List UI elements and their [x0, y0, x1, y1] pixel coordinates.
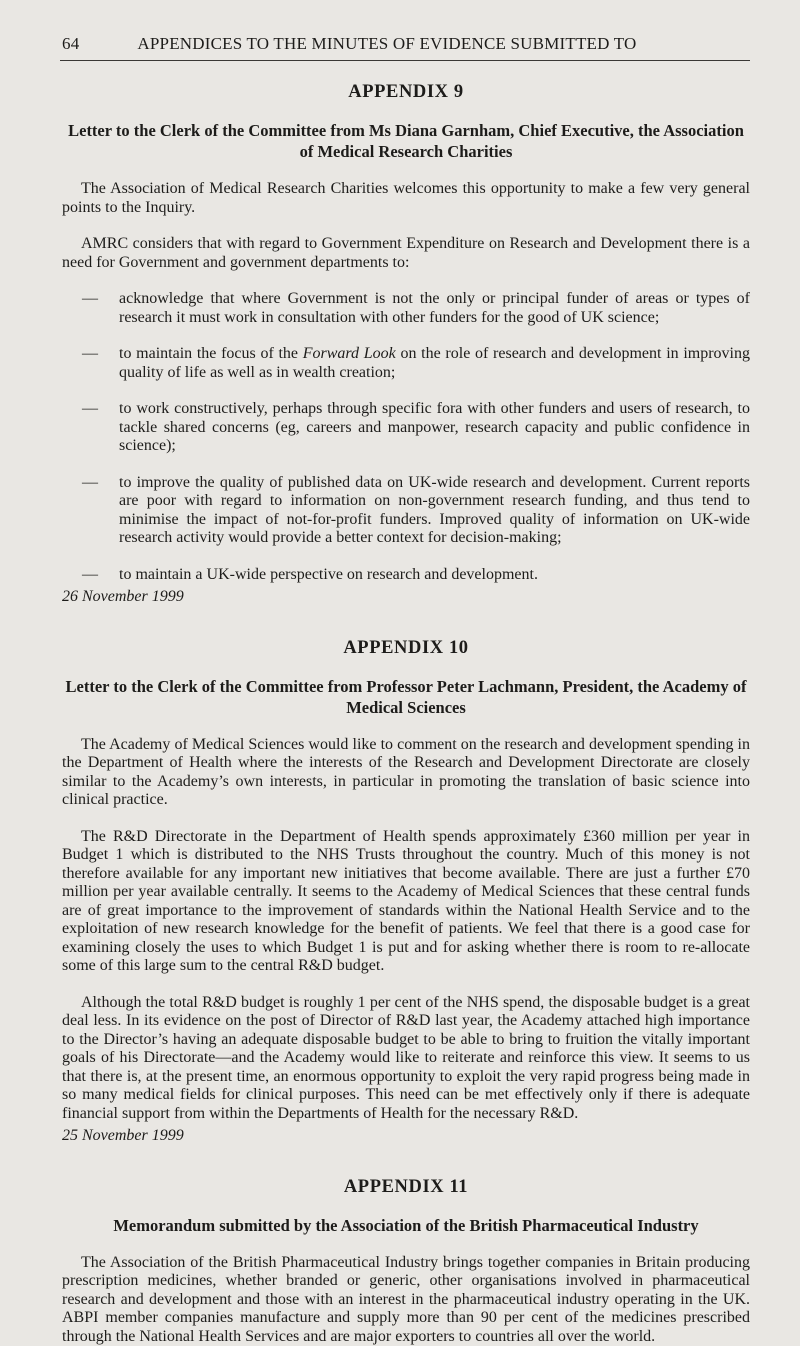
list-item — [62, 290, 750, 327]
dash-marker: — — [82, 566, 98, 585]
page-number: 64 — [62, 34, 79, 53]
running-header — [62, 34, 762, 54]
list-item — [62, 474, 750, 548]
appendix-9-heading: APPENDIX 9 — [62, 82, 750, 103]
page-content — [62, 80, 750, 1346]
appendix-10-date: 25 November 1999 — [62, 1127, 750, 1146]
appendix-10-para-2: The R&D Directorate in the Department of Health spends approximately £360 million per year in Budget 1 which is distributed to the NHS Trusts throughout the country. Much of this money is not therefore available for any important new initiatives that become available. There are just a further £70 million per year available centrally. It seems to the Academy of Medical Sciences that these central funds are of great importance to the improvement of standards within the National Health Service and to the exploitation of new research knowledge for the benefit of patients. We feel that there is a good case for examining closely the uses to which Budget 1 is put and for asking whether there is room to re-allocate some of this large sum to the central R&D budget. — [62, 828, 750, 976]
running-title: APPENDICES TO THE MINUTES OF EVIDENCE SUBMITTED TO — [137, 34, 636, 53]
appendix-10-subheading: Letter to the Clerk of the Committee from Professor Peter Lachmann, President, the Academy of Medical Sciences — [62, 676, 750, 718]
appendix-9-para-1: The Association of Medical Research Charities welcomes this opportunity to make a few very general points to the Inquiry. — [62, 180, 750, 217]
appendix-11-para-1: The Association of the British Pharmaceutical Industry brings together companies in Britain producing prescription medicines, whether branded or generic, other organisations involved in pharmaceutical research and development and those with an interest in the pharmaceutical industry operating in the UK. ABPI member companies manufacture and supply more than 90 per cent of the medicines prescribed through the National Health Services and are major exporters to countries all over the world. — [62, 1254, 750, 1346]
header-rule — [60, 60, 750, 61]
list-item-text-start: to maintain the focus of the — [119, 345, 303, 362]
list-item-text: to maintain a UK-wide perspective on research and development. — [119, 566, 538, 583]
dash-marker: — — [82, 345, 98, 364]
appendix-9-date: 26 November 1999 — [62, 588, 750, 607]
appendix-10-para-1: The Academy of Medical Sciences would like to comment on the research and development spending in the Department of Health where the interests of the Research and Development Directorate are closely similar to the Academy’s own interests, in particular in promoting the translation of basic science into clinical practice. — [62, 736, 750, 810]
dash-marker: — — [82, 290, 98, 309]
list-item — [62, 566, 750, 585]
list-item — [62, 400, 750, 456]
list-item-text: to improve the quality of published data on UK-wide research and development. Current reports are poor with regard to information on non-government research funding, and thus tend to minimise the impact of not-for-profit funders. Improved quality of information on UK-wide research activity would provide a better context for decision-making; — [119, 474, 750, 547]
appendix-11-subheading: Memorandum submitted by the Association of the British Pharmaceutical Industry — [62, 1215, 750, 1236]
list-item-text: to work constructively, perhaps through specific fora with other funders and users of research, to tackle shared concerns (eg, careers and manpower, research capacity and public confidence in science); — [119, 400, 750, 454]
appendix-9-list — [62, 290, 750, 584]
appendix-10-heading: APPENDIX 10 — [62, 638, 750, 659]
appendix-9-para-2: AMRC considers that with regard to Government Expenditure on Research and Development there is a need for Government and government departments to: — [62, 235, 750, 272]
appendix-11-heading: APPENDIX 11 — [62, 1177, 750, 1198]
dash-marker: — — [82, 400, 98, 419]
appendix-10-para-3: Although the total R&D budget is roughly 1 per cent of the NHS spend, the disposable budget is a great deal less. In its evidence on the post of Director of R&D last year, the Academy attached high importance to the Director’s having an adequate disposable budget to be able to bring to fruition the vitally important goals of his Directorate—and the Academy would like to reiterate and reinforce this view. It seems to us that there is, at the present time, an enormous opportunity to exploit the very rapid progress being made in so many medical fields for clinical purposes. This need can be met effectively only if there is adequate financial support from within the Departments of Health for the necessary R&D. — [62, 994, 750, 1124]
dash-marker: — — [82, 474, 98, 493]
list-item — [62, 345, 750, 382]
appendix-10 — [62, 638, 750, 1146]
list-item-text-end: on the role of research and development in improving quality of life as well as in wealth creation; — [119, 345, 750, 381]
forward-look-title: Forward Look — [303, 345, 396, 362]
appendix-9-subheading: Letter to the Clerk of the Committee from Ms Diana Garnham, Chief Executive, the Association of Medical Research Charities — [62, 120, 750, 162]
appendix-9 — [62, 82, 750, 607]
appendix-11 — [62, 1177, 750, 1346]
list-item-text: acknowledge that where Government is not the only or principal funder of areas or types of research it must work in consultation with other funders for the good of UK science; — [119, 290, 750, 326]
